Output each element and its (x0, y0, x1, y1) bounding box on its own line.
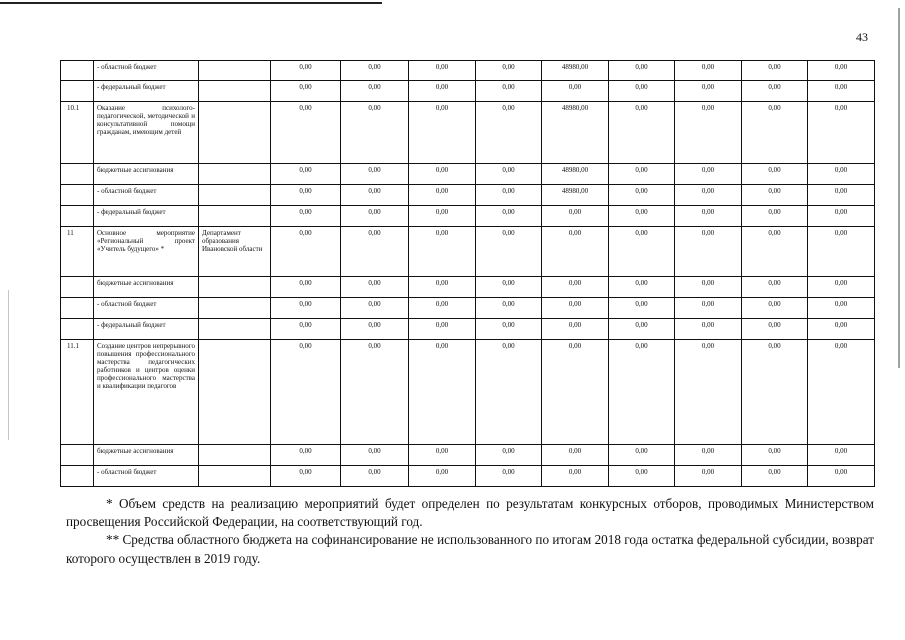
value-cell: 0,00 (808, 227, 875, 277)
value-cell: 0,00 (341, 298, 409, 319)
value-cell: 0,00 (808, 466, 875, 487)
value-cell: 0,00 (271, 298, 341, 319)
value-cell: 0,00 (341, 206, 409, 227)
value-cell: 0,00 (341, 102, 409, 164)
value-cell: 0,00 (675, 61, 742, 81)
value-cell: 0,00 (409, 102, 476, 164)
value-cell: 0,00 (675, 164, 742, 185)
row-executor (199, 206, 271, 227)
value-cell: 48980,00 (542, 102, 609, 164)
value-cell: 0,00 (409, 206, 476, 227)
value-cell: 0,00 (409, 340, 476, 445)
value-cell: 0,00 (609, 102, 675, 164)
row-name: - областной бюджет (94, 61, 199, 81)
value-cell: 0,00 (271, 206, 341, 227)
value-cell: 0,00 (341, 227, 409, 277)
value-cell: 0,00 (271, 466, 341, 487)
value-cell: 0,00 (409, 164, 476, 185)
value-cell: 0,00 (542, 466, 609, 487)
value-cell: 0,00 (542, 298, 609, 319)
table-row (61, 227, 875, 277)
row-executor (199, 277, 271, 298)
value-cell: 0,00 (742, 61, 808, 81)
value-cell: 0,00 (742, 319, 808, 340)
value-cell: 0,00 (409, 445, 476, 466)
value-cell: 0,00 (675, 298, 742, 319)
value-cell: 0,00 (742, 298, 808, 319)
row-executor (199, 319, 271, 340)
value-cell: 0,00 (271, 319, 341, 340)
value-cell: 0,00 (476, 298, 542, 319)
value-cell: 0,00 (742, 227, 808, 277)
row-name: бюджетные ассигнования (94, 445, 199, 466)
value-cell: 0,00 (808, 81, 875, 102)
table-row (61, 340, 875, 445)
value-cell: 0,00 (409, 319, 476, 340)
value-cell: 0,00 (409, 227, 476, 277)
value-cell: 0,00 (609, 227, 675, 277)
value-cell: 0,00 (476, 319, 542, 340)
row-executor (199, 185, 271, 206)
value-cell: 0,00 (542, 319, 609, 340)
value-cell: 0,00 (341, 466, 409, 487)
value-cell: 0,00 (808, 319, 875, 340)
row-executor (199, 61, 271, 81)
table-row (61, 445, 875, 466)
row-number (61, 277, 94, 298)
value-cell: 0,00 (542, 277, 609, 298)
value-cell: 0,00 (609, 81, 675, 102)
row-number (61, 81, 94, 102)
value-cell: 0,00 (609, 206, 675, 227)
value-cell: 0,00 (675, 81, 742, 102)
value-cell: 0,00 (675, 185, 742, 206)
value-cell: 0,00 (742, 466, 808, 487)
value-cell: 0,00 (742, 185, 808, 206)
table-row (61, 298, 875, 319)
value-cell: 0,00 (271, 61, 341, 81)
value-cell: 0,00 (409, 185, 476, 206)
value-cell: 0,00 (675, 445, 742, 466)
value-cell: 0,00 (271, 164, 341, 185)
row-executor (199, 445, 271, 466)
value-cell: 0,00 (271, 277, 341, 298)
table-row (61, 466, 875, 487)
row-name: бюджетные ассигнования (94, 164, 199, 185)
value-cell: 0,00 (476, 277, 542, 298)
row-executor: Департамент образования Ивановской области (199, 227, 271, 277)
value-cell: 0,00 (409, 277, 476, 298)
value-cell: 0,00 (271, 227, 341, 277)
value-cell: 0,00 (341, 319, 409, 340)
value-cell: 0,00 (675, 466, 742, 487)
value-cell: 0,00 (476, 227, 542, 277)
value-cell: 0,00 (609, 298, 675, 319)
table-row (61, 206, 875, 227)
table-row (61, 164, 875, 185)
value-cell: 0,00 (609, 466, 675, 487)
value-cell: 48980,00 (542, 164, 609, 185)
value-cell: 0,00 (341, 81, 409, 102)
row-executor (199, 298, 271, 319)
value-cell: 0,00 (271, 185, 341, 206)
value-cell: 0,00 (476, 102, 542, 164)
table-row (61, 81, 875, 102)
value-cell: 0,00 (742, 277, 808, 298)
row-name: - областной бюджет (94, 185, 199, 206)
value-cell: 0,00 (271, 81, 341, 102)
budget-table (60, 60, 875, 487)
value-cell: 0,00 (742, 164, 808, 185)
table-row (61, 277, 875, 298)
value-cell: 0,00 (609, 61, 675, 81)
value-cell: 0,00 (542, 81, 609, 102)
value-cell: 0,00 (476, 206, 542, 227)
value-cell: 0,00 (742, 206, 808, 227)
value-cell: 0,00 (341, 445, 409, 466)
value-cell: 0,00 (675, 227, 742, 277)
row-number (61, 185, 94, 206)
value-cell: 0,00 (808, 340, 875, 445)
value-cell: 0,00 (808, 445, 875, 466)
table-row (61, 319, 875, 340)
value-cell: 0,00 (808, 206, 875, 227)
value-cell: 48980,00 (542, 185, 609, 206)
footnotes (66, 495, 874, 568)
value-cell: 0,00 (409, 466, 476, 487)
value-cell: 0,00 (409, 81, 476, 102)
value-cell: 0,00 (609, 340, 675, 445)
table-row (61, 185, 875, 206)
value-cell: 0,00 (476, 164, 542, 185)
value-cell: 0,00 (742, 340, 808, 445)
value-cell: 0,00 (609, 185, 675, 206)
row-number: 11 (61, 227, 94, 277)
value-cell: 0,00 (675, 206, 742, 227)
value-cell: 0,00 (271, 102, 341, 164)
value-cell: 0,00 (341, 340, 409, 445)
value-cell: 0,00 (542, 206, 609, 227)
row-number (61, 298, 94, 319)
row-executor (199, 102, 271, 164)
value-cell: 0,00 (341, 164, 409, 185)
row-number (61, 466, 94, 487)
value-cell: 0,00 (675, 319, 742, 340)
value-cell: 0,00 (742, 445, 808, 466)
value-cell: 0,00 (808, 298, 875, 319)
value-cell: 0,00 (609, 277, 675, 298)
value-cell: 0,00 (271, 340, 341, 445)
value-cell: 0,00 (675, 340, 742, 445)
row-executor (199, 466, 271, 487)
footnote-2: ** Средства областного бюджета на софинансирование не использованного по итогам 2018 года остатка федеральной субсидии, возврат которого осуществлен в 2019 году. (66, 532, 874, 566)
row-name: бюджетные ассигнования (94, 277, 199, 298)
value-cell: 0,00 (542, 340, 609, 445)
value-cell: 0,00 (808, 277, 875, 298)
value-cell: 0,00 (609, 164, 675, 185)
value-cell: 0,00 (609, 319, 675, 340)
row-executor (199, 81, 271, 102)
value-cell: 0,00 (476, 340, 542, 445)
value-cell: 0,00 (476, 61, 542, 81)
row-number (61, 61, 94, 81)
value-cell: 0,00 (409, 298, 476, 319)
table-row (61, 61, 875, 81)
value-cell: 0,00 (476, 81, 542, 102)
row-number (61, 445, 94, 466)
row-name: - областной бюджет (94, 298, 199, 319)
row-number (61, 164, 94, 185)
row-name: - федеральный бюджет (94, 81, 199, 102)
top-rule (0, 2, 382, 4)
value-cell: 48980,00 (542, 61, 609, 81)
value-cell: 0,00 (409, 61, 476, 81)
row-number: 11.1 (61, 340, 94, 445)
value-cell: 0,00 (675, 277, 742, 298)
value-cell: 0,00 (476, 185, 542, 206)
value-cell: 0,00 (675, 102, 742, 164)
scan-edge-mark (898, 8, 900, 368)
row-name: Основное мероприятие «Региональный проект «Учитель будущего» * (94, 227, 199, 277)
value-cell: 0,00 (808, 164, 875, 185)
value-cell: 0,00 (542, 227, 609, 277)
value-cell: 0,00 (609, 445, 675, 466)
value-cell: 0,00 (341, 185, 409, 206)
value-cell: 0,00 (742, 81, 808, 102)
value-cell: 0,00 (476, 445, 542, 466)
table-row (61, 102, 875, 164)
footnote-1: * Объем средств на реализацию мероприятий будет определен по результатам конкурсных отборов, проводимых Министерством просвещения Российской Федерации, на соответствующий год. (66, 496, 874, 530)
page-number: 43 (856, 30, 868, 44)
value-cell: 0,00 (476, 466, 542, 487)
value-cell: 0,00 (742, 102, 808, 164)
value-cell: 0,00 (808, 61, 875, 81)
value-cell: 0,00 (271, 445, 341, 466)
row-name: - федеральный бюджет (94, 206, 199, 227)
value-cell: 0,00 (341, 277, 409, 298)
row-number (61, 319, 94, 340)
row-number: 10.1 (61, 102, 94, 164)
value-cell: 0,00 (808, 185, 875, 206)
row-executor (199, 164, 271, 185)
value-cell: 0,00 (808, 102, 875, 164)
scan-margin-mark (8, 290, 9, 440)
table-body (61, 61, 875, 487)
value-cell: 0,00 (542, 445, 609, 466)
value-cell: 0,00 (341, 61, 409, 81)
row-name: - федеральный бюджет (94, 319, 199, 340)
row-name: Создание центров непрерывного повышения профессионального мастерства педагогических работников и центров оценки профессионального мастерства и квалификации педагогов (94, 340, 199, 445)
row-executor (199, 340, 271, 445)
row-name: Оказание психолого-педагогической, методической и консультативной помощи гражданам, имеющим детей (94, 102, 199, 164)
row-number (61, 206, 94, 227)
row-name: - областной бюджет (94, 466, 199, 487)
